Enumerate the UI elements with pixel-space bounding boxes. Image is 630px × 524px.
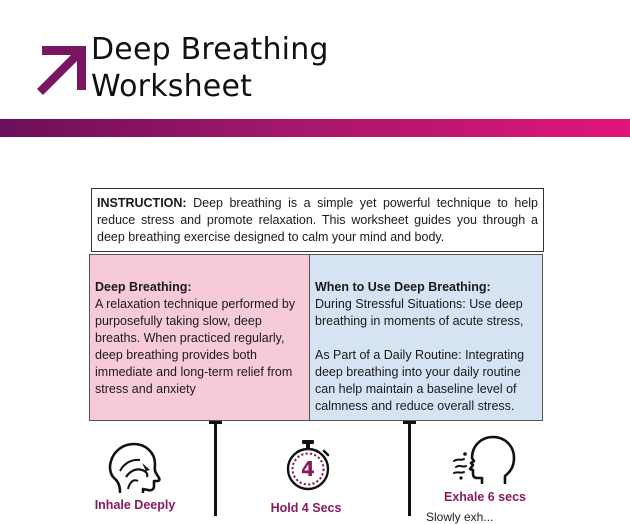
when-to-use-para-1: During Stressful Situations: Use deep breathing in moments of acute stress,	[315, 297, 524, 328]
instruction-text: Deep breathing is a simple yet powerful technique to help reduce stress and promote relaxation. This worksheet guides you through a deep breathing exercise designed to calm your mind and body.	[97, 196, 538, 244]
inhale-head-icon	[106, 441, 162, 493]
gradient-banner	[0, 119, 630, 137]
step-hold-label: Hold 4 Secs	[270, 501, 342, 515]
step-inhale-label: Inhale Deeply	[94, 498, 176, 512]
instruction-box	[91, 188, 544, 252]
exhale-head-icon	[452, 434, 516, 484]
step-exhale-desc: Slowly exh...	[426, 510, 494, 524]
step-divider-1	[214, 421, 217, 516]
instruction-label: INSTRUCTION:	[97, 196, 187, 210]
when-to-use-para-2: As Part of a Daily Routine: Integrating deep breathing into your daily routine can help maintain a baseline level of calmness and reduce overall stress.	[315, 348, 525, 413]
title-line-1: Deep Breathing	[91, 32, 329, 67]
stopwatch-icon	[283, 439, 333, 491]
stopwatch-number: 4	[301, 457, 315, 481]
page-title	[91, 31, 329, 105]
when-to-use-box	[309, 254, 543, 421]
definition-heading: Deep Breathing:	[95, 280, 192, 294]
step-exhale-label: Exhale 6 secs	[443, 490, 526, 504]
definition-box	[89, 254, 310, 421]
definition-body: A relaxation technique performed by purposefully taking slow, deep breaths. When practiced regularly, deep breathing provides both immediate and long-term relief from stress and anxiety	[95, 297, 296, 396]
title-line-2: Worksheet	[91, 69, 253, 104]
step-divider-2	[408, 421, 411, 516]
arrow-logo-icon	[36, 46, 86, 96]
when-to-use-heading: When to Use Deep Breathing:	[315, 280, 491, 294]
